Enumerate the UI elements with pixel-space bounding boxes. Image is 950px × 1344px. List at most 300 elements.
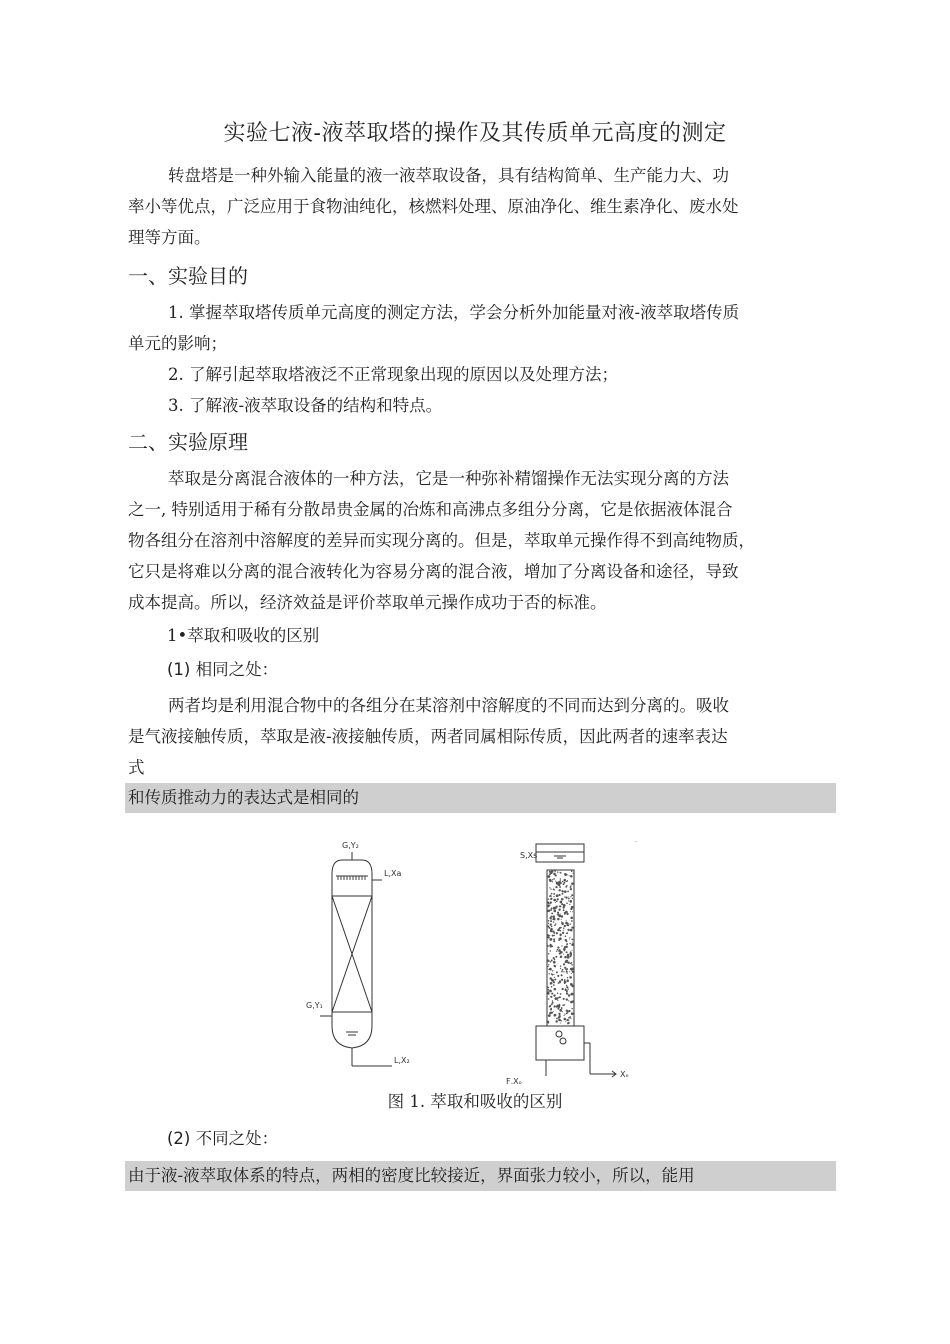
droplet bbox=[562, 893, 564, 895]
droplet bbox=[548, 969, 549, 970]
droplet bbox=[547, 935, 549, 937]
droplet bbox=[556, 894, 559, 897]
droplet bbox=[556, 998, 558, 1000]
diff-label: (2) 不同之处： bbox=[167, 1129, 279, 1148]
droplet bbox=[549, 968, 552, 971]
droplet bbox=[570, 875, 573, 878]
droplet bbox=[571, 920, 573, 922]
droplet bbox=[565, 962, 566, 963]
droplet bbox=[558, 949, 561, 952]
droplet bbox=[567, 923, 569, 925]
droplet bbox=[551, 973, 553, 975]
droplet bbox=[549, 935, 550, 936]
column-bottom bbox=[332, 996, 372, 1048]
dispersed-droplets bbox=[547, 870, 574, 1024]
droplet bbox=[562, 1004, 564, 1006]
droplet bbox=[566, 885, 568, 887]
droplet bbox=[572, 911, 573, 912]
droplet bbox=[560, 955, 562, 957]
droplet bbox=[550, 961, 552, 963]
droplet bbox=[561, 1007, 563, 1009]
droplet bbox=[558, 982, 560, 984]
droplet bbox=[553, 932, 555, 934]
droplet bbox=[559, 881, 560, 882]
droplet bbox=[566, 902, 568, 904]
droplet bbox=[547, 959, 549, 961]
droplet bbox=[557, 993, 559, 995]
droplet bbox=[549, 1006, 550, 1007]
droplet bbox=[549, 905, 550, 906]
droplet bbox=[557, 1000, 558, 1001]
section-heading-principle: 二、实验原理 bbox=[128, 430, 248, 454]
droplet bbox=[558, 1013, 560, 1015]
droplet bbox=[571, 950, 572, 951]
droplet bbox=[569, 923, 570, 924]
droplet bbox=[550, 917, 551, 918]
droplet bbox=[567, 1012, 568, 1013]
droplet bbox=[550, 873, 551, 874]
droplet bbox=[559, 1004, 560, 1005]
droplet bbox=[557, 871, 558, 872]
droplet bbox=[548, 964, 549, 965]
droplet bbox=[553, 908, 555, 910]
droplet bbox=[561, 971, 563, 973]
purpose-item: 3. 了解液-液萃取设备的结构和特点。 bbox=[168, 396, 443, 415]
droplet bbox=[571, 1008, 572, 1009]
droplet bbox=[570, 888, 572, 890]
droplet bbox=[553, 910, 556, 913]
droplet bbox=[559, 930, 561, 932]
droplet bbox=[569, 904, 570, 905]
droplet bbox=[554, 988, 557, 991]
droplet bbox=[551, 979, 554, 982]
droplet bbox=[570, 885, 571, 886]
droplet bbox=[552, 935, 554, 937]
droplet bbox=[548, 920, 550, 922]
droplet bbox=[549, 879, 552, 882]
droplet bbox=[547, 936, 549, 938]
droplet bbox=[553, 889, 554, 890]
droplet bbox=[566, 1019, 568, 1021]
droplet bbox=[564, 980, 566, 982]
droplet bbox=[554, 966, 555, 967]
droplet bbox=[548, 903, 549, 904]
droplet bbox=[550, 945, 552, 947]
droplet bbox=[552, 1000, 554, 1002]
droplet bbox=[561, 974, 563, 976]
droplet bbox=[567, 890, 569, 892]
droplet bbox=[564, 925, 566, 927]
droplet bbox=[565, 935, 567, 937]
intro-paragraph bbox=[128, 160, 838, 253]
droplet bbox=[563, 930, 564, 931]
droplet bbox=[562, 969, 564, 971]
droplet bbox=[553, 1005, 555, 1007]
figure-diagram bbox=[300, 836, 660, 1084]
droplet bbox=[563, 927, 565, 929]
droplet bbox=[570, 968, 573, 971]
droplet bbox=[551, 912, 553, 914]
droplet bbox=[571, 1012, 574, 1015]
droplet bbox=[557, 946, 559, 948]
droplet bbox=[567, 968, 568, 969]
highlighted-line-2: 由于液-液萃取体系的特点，两相的密度比较接近，界面张力较小，所以，能用 bbox=[125, 1161, 836, 1191]
droplet bbox=[548, 923, 549, 924]
droplet bbox=[564, 890, 567, 893]
droplet bbox=[555, 886, 557, 888]
droplet bbox=[562, 1011, 563, 1012]
droplet bbox=[567, 929, 569, 931]
droplet bbox=[560, 901, 563, 904]
purpose-item-cont: 单元的影响； bbox=[128, 334, 227, 353]
droplet bbox=[566, 980, 569, 983]
droplet bbox=[567, 962, 568, 963]
droplet bbox=[556, 951, 557, 952]
droplet bbox=[564, 983, 565, 984]
droplet bbox=[571, 938, 572, 939]
droplet bbox=[565, 1021, 566, 1022]
droplet bbox=[553, 931, 554, 932]
droplet bbox=[564, 896, 565, 897]
label-gas-out: G,Y₂ bbox=[342, 841, 359, 850]
droplet bbox=[554, 979, 556, 981]
droplet bbox=[563, 971, 564, 972]
droplet bbox=[553, 974, 554, 975]
same-line: 式 bbox=[128, 758, 145, 777]
droplet bbox=[556, 932, 558, 934]
droplet bbox=[548, 875, 551, 878]
droplet bbox=[550, 888, 551, 889]
droplet bbox=[550, 996, 552, 998]
droplet bbox=[551, 893, 553, 895]
droplet bbox=[547, 945, 549, 947]
droplet bbox=[548, 1022, 550, 1024]
intro-line: 转盘塔是一种外输入能量的液一液萃取设备，具有结构简单、生产能力大、功 bbox=[168, 166, 729, 185]
droplet bbox=[559, 952, 561, 954]
droplet bbox=[560, 1020, 562, 1022]
droplet bbox=[548, 1014, 551, 1017]
droplet bbox=[560, 927, 561, 928]
droplet bbox=[563, 909, 565, 911]
section-heading-purpose: 一、实验目的 bbox=[128, 264, 248, 288]
droplet bbox=[560, 968, 561, 969]
principle-line: 之一, 特别适用于稀有分散昂贵金属的冶炼和高沸点多组分分离，它是依据液体混合 bbox=[128, 500, 733, 519]
column-top-right bbox=[342, 860, 372, 996]
droplet bbox=[556, 1005, 558, 1007]
droplet bbox=[568, 896, 569, 897]
droplet bbox=[559, 1009, 562, 1012]
droplet bbox=[548, 898, 550, 900]
droplet bbox=[560, 914, 561, 915]
droplet bbox=[555, 881, 556, 882]
figure-extraction-vs-absorption bbox=[300, 836, 660, 1084]
droplet bbox=[547, 992, 549, 994]
droplet bbox=[553, 878, 555, 880]
droplet bbox=[564, 879, 567, 882]
droplet bbox=[564, 1018, 567, 1021]
droplet bbox=[571, 973, 572, 974]
droplet bbox=[564, 1013, 565, 1014]
droplet bbox=[571, 943, 574, 946]
droplet bbox=[562, 988, 564, 990]
droplet bbox=[570, 929, 573, 932]
droplet bbox=[554, 925, 556, 927]
droplet bbox=[563, 948, 566, 951]
droplet bbox=[564, 912, 566, 914]
droplet bbox=[550, 950, 551, 951]
droplet bbox=[549, 973, 550, 974]
droplet bbox=[567, 988, 568, 989]
droplet bbox=[570, 900, 572, 902]
column-top-left bbox=[332, 860, 342, 996]
droplet bbox=[569, 875, 570, 876]
droplet bbox=[555, 1020, 557, 1022]
droplet bbox=[551, 926, 552, 927]
droplet bbox=[550, 939, 551, 940]
droplet bbox=[568, 900, 569, 901]
droplet bbox=[564, 956, 566, 958]
droplet bbox=[548, 989, 550, 991]
droplet bbox=[571, 871, 573, 873]
droplet bbox=[553, 1011, 554, 1012]
droplet bbox=[553, 940, 555, 942]
stray-mark: ˉ bbox=[634, 841, 637, 848]
droplet bbox=[561, 919, 562, 920]
droplet bbox=[561, 979, 563, 981]
droplet bbox=[550, 928, 553, 931]
droplet bbox=[560, 965, 561, 966]
droplet bbox=[571, 926, 573, 928]
droplet bbox=[562, 915, 563, 916]
droplet bbox=[554, 959, 556, 961]
droplet bbox=[556, 883, 558, 885]
label-gas-in: G,Y₁ bbox=[306, 1001, 323, 1010]
droplet bbox=[570, 911, 571, 912]
droplet bbox=[559, 906, 560, 907]
droplet bbox=[554, 1014, 557, 1017]
droplet bbox=[557, 1008, 559, 1010]
label-extract: Xₑ bbox=[620, 1070, 629, 1079]
droplet bbox=[550, 901, 552, 903]
droplet bbox=[564, 979, 565, 980]
droplet bbox=[562, 932, 564, 934]
droplet bbox=[553, 896, 554, 897]
droplet bbox=[548, 998, 550, 1000]
droplet bbox=[550, 920, 552, 922]
droplet bbox=[570, 917, 573, 920]
droplet bbox=[571, 962, 572, 963]
droplet bbox=[570, 1018, 571, 1019]
droplet bbox=[568, 1000, 569, 1001]
droplet bbox=[559, 1016, 561, 1018]
absorption-column bbox=[320, 852, 392, 1066]
droplet bbox=[565, 939, 567, 941]
droplet bbox=[556, 971, 558, 973]
droplet bbox=[567, 880, 568, 881]
droplet bbox=[572, 873, 573, 874]
droplet bbox=[560, 1023, 561, 1024]
droplet bbox=[571, 883, 573, 885]
purpose-item: 1. 掌握萃取塔传质单元高度的测定方法，学会分析外加能量对液-液萃取塔传质 bbox=[168, 303, 740, 322]
droplet bbox=[570, 954, 572, 956]
droplet bbox=[567, 990, 568, 991]
droplet bbox=[567, 977, 568, 978]
droplet bbox=[570, 908, 572, 910]
droplet bbox=[549, 1012, 552, 1015]
droplet bbox=[553, 984, 555, 986]
droplet bbox=[555, 923, 557, 925]
droplet bbox=[555, 902, 556, 903]
droplet bbox=[556, 1018, 558, 1020]
principle-line: 萃取是分离混合液体的一种方法，它是一种弥补精馏操作无法实现分离的方法 bbox=[168, 469, 729, 488]
droplet bbox=[550, 1005, 551, 1006]
droplet bbox=[571, 985, 574, 988]
label-solvent: S,Xs bbox=[520, 851, 538, 860]
droplet bbox=[566, 943, 568, 945]
droplet bbox=[559, 996, 561, 998]
droplet bbox=[569, 976, 572, 979]
droplet bbox=[551, 907, 553, 909]
droplet bbox=[553, 994, 555, 996]
same-line: 两者均是利用混合物中的各组分在某溶剂中溶解度的不同而达到分离的。吸收 bbox=[168, 696, 729, 715]
droplet bbox=[547, 905, 550, 908]
principle-line: 它只是将难以分离的混合液转化为容易分离的混合液，增加了分离设备和途径，导致 bbox=[128, 562, 739, 581]
droplet bbox=[569, 943, 570, 944]
droplet bbox=[572, 942, 573, 943]
droplet bbox=[557, 898, 559, 900]
droplet bbox=[559, 980, 561, 982]
droplet bbox=[566, 985, 567, 986]
droplet bbox=[569, 995, 570, 996]
principle-line: 成本提高。所以，经济效益是评价萃取单元操作成功于否的标准。 bbox=[128, 593, 607, 612]
droplet bbox=[564, 967, 566, 969]
droplet bbox=[564, 1015, 565, 1016]
droplet bbox=[566, 998, 568, 1000]
droplet bbox=[565, 896, 567, 898]
highlighted-line: 和传质推动力的表达式是相同的 bbox=[125, 783, 836, 813]
droplet bbox=[570, 896, 571, 897]
droplet bbox=[551, 898, 552, 899]
droplet bbox=[558, 889, 560, 891]
droplet bbox=[566, 992, 568, 994]
droplet bbox=[556, 900, 558, 902]
droplet bbox=[549, 990, 552, 993]
droplet bbox=[566, 920, 567, 921]
droplet bbox=[548, 966, 549, 967]
droplet bbox=[557, 912, 559, 914]
droplet bbox=[565, 989, 567, 991]
droplet bbox=[557, 918, 559, 920]
droplet bbox=[552, 919, 553, 920]
droplet bbox=[564, 874, 566, 876]
droplet bbox=[554, 977, 555, 978]
droplet bbox=[572, 898, 573, 899]
droplet bbox=[559, 886, 561, 888]
droplet bbox=[562, 881, 564, 883]
droplet bbox=[569, 938, 570, 939]
droplet bbox=[547, 987, 549, 989]
label-feed: F,Xₒ bbox=[506, 1077, 522, 1084]
droplet bbox=[549, 871, 551, 873]
droplet bbox=[567, 954, 570, 957]
droplet bbox=[547, 910, 550, 913]
droplet bbox=[566, 960, 568, 962]
droplet bbox=[548, 927, 550, 929]
droplet bbox=[567, 924, 569, 926]
droplet bbox=[563, 904, 566, 907]
same-label: (1) 相同之处： bbox=[167, 660, 279, 679]
droplet bbox=[550, 983, 552, 985]
droplet bbox=[568, 962, 570, 964]
purpose-list bbox=[128, 297, 838, 421]
droplet bbox=[553, 921, 554, 922]
droplet bbox=[549, 977, 551, 979]
droplet bbox=[550, 895, 551, 896]
droplet bbox=[572, 1002, 573, 1003]
purpose-item: 2. 了解引起萃取塔液泛不正常现象出现的原因以及处理方法； bbox=[168, 365, 618, 384]
droplet bbox=[560, 993, 562, 995]
droplet bbox=[557, 929, 559, 931]
droplet bbox=[563, 998, 565, 1000]
droplet bbox=[563, 883, 565, 885]
droplet bbox=[566, 971, 568, 973]
droplet bbox=[553, 938, 555, 940]
droplet bbox=[553, 918, 556, 921]
droplet bbox=[560, 878, 562, 880]
droplet bbox=[552, 879, 553, 880]
droplet bbox=[556, 875, 557, 876]
droplet bbox=[559, 872, 560, 873]
droplet bbox=[560, 916, 561, 917]
label-liquid-out: L,X₂ bbox=[394, 1056, 410, 1065]
figure-caption: 图 1. 萃取和吸收的区别 bbox=[387, 1092, 563, 1111]
droplet bbox=[568, 898, 569, 899]
droplet bbox=[557, 975, 559, 977]
droplet bbox=[548, 953, 550, 955]
top-settler bbox=[536, 844, 584, 862]
droplet bbox=[566, 986, 568, 988]
droplet bbox=[569, 937, 570, 938]
droplet bbox=[550, 918, 552, 920]
droplet bbox=[572, 970, 574, 972]
droplet bbox=[550, 923, 552, 925]
droplet bbox=[552, 881, 553, 882]
subheading-difference: 1•萃取和吸收的区别 bbox=[167, 626, 320, 645]
droplet bbox=[553, 893, 555, 895]
droplet bbox=[558, 939, 560, 941]
droplet bbox=[553, 961, 556, 964]
droplet bbox=[566, 1009, 568, 1011]
droplet bbox=[566, 951, 568, 953]
droplet bbox=[551, 960, 553, 962]
droplet bbox=[569, 971, 570, 972]
droplet bbox=[567, 1022, 569, 1024]
droplet bbox=[549, 887, 550, 888]
droplet bbox=[561, 890, 563, 892]
droplet bbox=[551, 1003, 553, 1005]
intro-line: 率小等优点，广泛应用于食物油纯化，核燃料处理、原油净化、维生素净化、废水处 bbox=[128, 197, 739, 216]
droplet bbox=[555, 956, 557, 958]
droplet bbox=[568, 1010, 570, 1012]
droplet bbox=[554, 870, 556, 872]
droplet bbox=[571, 894, 573, 896]
droplet bbox=[551, 993, 553, 995]
droplet bbox=[560, 882, 562, 884]
droplet bbox=[566, 932, 568, 934]
same-line: 是气液接触传质，萃取是液-液接触传质，两者同属相际传质，因此两者的速率表达 bbox=[128, 727, 728, 746]
droplet bbox=[551, 1008, 552, 1009]
droplet bbox=[571, 964, 573, 966]
